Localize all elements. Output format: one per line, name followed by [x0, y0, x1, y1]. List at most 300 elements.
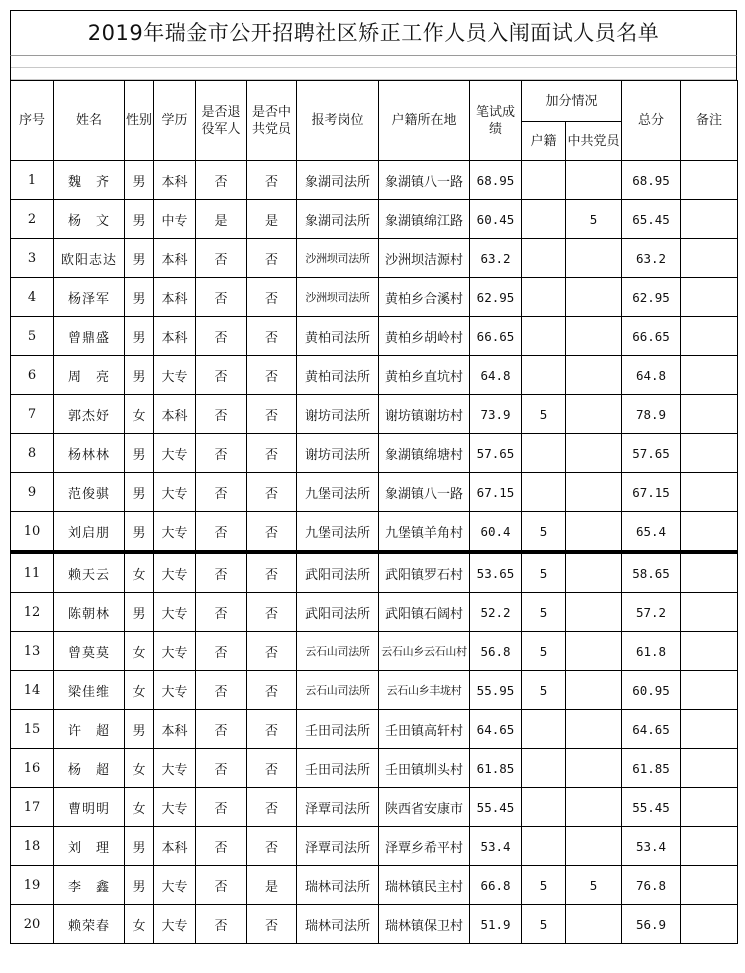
cell-total: 67.15: [622, 473, 681, 512]
cell-gender: 男: [125, 200, 154, 239]
cell-gender: 男: [125, 512, 154, 552]
cell-hukou: 壬田镇圳头村: [379, 749, 470, 788]
cell-veteran: 否: [196, 239, 247, 278]
cell-post: 武阳司法所: [297, 593, 379, 632]
cell-remark: [681, 749, 738, 788]
cell-total: 64.8: [622, 356, 681, 395]
cell-hukou: 云石山乡云石山村: [379, 632, 470, 671]
header-hukou: 户籍所在地: [379, 81, 470, 161]
cell-name: 杨 文: [54, 200, 125, 239]
cell-party-member: 否: [247, 827, 297, 866]
cell-post: 武阳司法所: [297, 554, 379, 593]
table-row: [11, 866, 738, 905]
cell-veteran: 是: [196, 200, 247, 239]
cell-post: 谢坊司法所: [297, 395, 379, 434]
cell-remark: [681, 827, 738, 866]
cell-party-member: 是: [247, 866, 297, 905]
cell-name: 周 亮: [54, 356, 125, 395]
cell-party-member: 否: [247, 554, 297, 593]
table-row: [11, 161, 738, 200]
header-veteran: 是否退役军人: [196, 81, 247, 161]
header-bonus: 加分情况: [522, 81, 622, 122]
cell-no: 19: [11, 866, 54, 905]
cell-exam-score: 64.65: [470, 710, 522, 749]
cell-exam-score: 66.8: [470, 866, 522, 905]
cell-gender: 女: [125, 905, 154, 944]
cell-veteran: 否: [196, 710, 247, 749]
cell-hukou: 谢坊镇谢坊村: [379, 395, 470, 434]
cell-education: 大专: [154, 512, 196, 552]
cell-veteran: 否: [196, 356, 247, 395]
cell-hukou: 象湖镇八一路: [379, 473, 470, 512]
cell-party-member: 否: [247, 905, 297, 944]
cell-party-member: 否: [247, 317, 297, 356]
cell-no: 8: [11, 434, 54, 473]
cell-education: 本科: [154, 278, 196, 317]
cell-education: 大专: [154, 434, 196, 473]
cell-hukou: 泽覃乡希平村: [379, 827, 470, 866]
cell-party-member: 否: [247, 395, 297, 434]
cell-remark: [681, 554, 738, 593]
table-row: [11, 278, 738, 317]
cell-remark: [681, 788, 738, 827]
cell-total: 63.2: [622, 239, 681, 278]
cell-gender: 男: [125, 161, 154, 200]
cell-veteran: 否: [196, 827, 247, 866]
cell-total: 53.4: [622, 827, 681, 866]
cell-veteran: 否: [196, 749, 247, 788]
cell-exam-score: 55.45: [470, 788, 522, 827]
cell-veteran: 否: [196, 593, 247, 632]
cell-gender: 男: [125, 239, 154, 278]
cell-name: 刘 理: [54, 827, 125, 866]
cell-bonus-hukou: [522, 827, 566, 866]
cell-education: 大专: [154, 593, 196, 632]
cell-bonus-party: [566, 905, 622, 944]
cell-total: 76.8: [622, 866, 681, 905]
cell-name: 赖天云: [54, 554, 125, 593]
cell-total: 61.8: [622, 632, 681, 671]
cell-name: 李 鑫: [54, 866, 125, 905]
table-row: [11, 671, 738, 710]
cell-party-member: 否: [247, 473, 297, 512]
cell-remark: [681, 239, 738, 278]
cell-post: 泽覃司法所: [297, 827, 379, 866]
cell-name: 赖荣春: [54, 905, 125, 944]
cell-remark: [681, 866, 738, 905]
cell-gender: 男: [125, 434, 154, 473]
cell-remark: [681, 434, 738, 473]
cell-party-member: 否: [247, 710, 297, 749]
cell-veteran: 否: [196, 632, 247, 671]
cell-bonus-hukou: [522, 788, 566, 827]
cell-no: 18: [11, 827, 54, 866]
cell-exam-score: 66.65: [470, 317, 522, 356]
cell-no: 15: [11, 710, 54, 749]
cell-education: 本科: [154, 161, 196, 200]
cell-hukou: 象湖镇绵江路: [379, 200, 470, 239]
cell-exam-score: 63.2: [470, 239, 522, 278]
cell-no: 11: [11, 554, 54, 593]
cell-bonus-hukou: [522, 473, 566, 512]
cell-total: 65.4: [622, 512, 681, 552]
cell-education: 大专: [154, 554, 196, 593]
cell-education: 大专: [154, 671, 196, 710]
cell-post: 沙洲坝司法所: [297, 278, 379, 317]
cell-bonus-hukou: [522, 749, 566, 788]
cell-veteran: 否: [196, 671, 247, 710]
cell-no: 9: [11, 473, 54, 512]
cell-party-member: 否: [247, 788, 297, 827]
cell-post: 象湖司法所: [297, 161, 379, 200]
cell-party-member: 否: [247, 671, 297, 710]
cell-no: 12: [11, 593, 54, 632]
table-row: [11, 554, 738, 593]
cell-bonus-hukou: 5: [522, 554, 566, 593]
cell-no: 16: [11, 749, 54, 788]
cell-bonus-party: [566, 788, 622, 827]
cell-bonus-party: [566, 593, 622, 632]
cell-exam-score: 51.9: [470, 905, 522, 944]
cell-total: 61.85: [622, 749, 681, 788]
table-row: [11, 593, 738, 632]
empty-row: [10, 68, 737, 80]
empty-row: [10, 55, 737, 68]
cell-post: 壬田司法所: [297, 749, 379, 788]
cell-hukou: 象湖镇八一路: [379, 161, 470, 200]
cell-education: 本科: [154, 710, 196, 749]
table-row: [11, 710, 738, 749]
cell-bonus-hukou: 5: [522, 866, 566, 905]
cell-bonus-hukou: [522, 161, 566, 200]
cell-bonus-hukou: 5: [522, 671, 566, 710]
cell-veteran: 否: [196, 317, 247, 356]
spreadsheet: [10, 10, 737, 944]
table-row: [11, 632, 738, 671]
cell-gender: 女: [125, 395, 154, 434]
cell-hukou: 沙洲坝洁源村: [379, 239, 470, 278]
cell-remark: [681, 905, 738, 944]
header-gender: 性别: [125, 81, 154, 161]
cell-no: 4: [11, 278, 54, 317]
cell-gender: 女: [125, 788, 154, 827]
cell-name: 曾鼎盛: [54, 317, 125, 356]
cell-exam-score: 53.65: [470, 554, 522, 593]
cell-post: 瑞林司法所: [297, 905, 379, 944]
cell-education: 本科: [154, 395, 196, 434]
cell-hukou: 陕西省安康市: [379, 788, 470, 827]
cell-bonus-hukou: [522, 278, 566, 317]
cell-remark: [681, 317, 738, 356]
candidate-table: [10, 80, 738, 944]
cell-education: 本科: [154, 239, 196, 278]
table-row: [11, 200, 738, 239]
cell-gender: 女: [125, 632, 154, 671]
cell-bonus-party: [566, 473, 622, 512]
cell-exam-score: 57.65: [470, 434, 522, 473]
header-education: 学历: [154, 81, 196, 161]
cell-name: 欧阳志达: [54, 239, 125, 278]
cell-bonus-party: [566, 749, 622, 788]
header-remark: 备注: [681, 81, 738, 161]
cell-name: 杨林林: [54, 434, 125, 473]
cell-party-member: 否: [247, 632, 297, 671]
cell-gender: 男: [125, 278, 154, 317]
cell-party-member: 否: [247, 161, 297, 200]
cell-education: 本科: [154, 827, 196, 866]
cell-hukou: 壬田镇高轩村: [379, 710, 470, 749]
cell-post: 瑞林司法所: [297, 866, 379, 905]
cell-remark: [681, 710, 738, 749]
cell-total: 65.45: [622, 200, 681, 239]
cell-hukou: 武阳镇罗石村: [379, 554, 470, 593]
table-row: [11, 317, 738, 356]
cell-education: 大专: [154, 356, 196, 395]
cell-total: 60.95: [622, 671, 681, 710]
cell-bonus-party: [566, 671, 622, 710]
cell-veteran: 否: [196, 161, 247, 200]
cell-party-member: 否: [247, 593, 297, 632]
cell-bonus-party: [566, 239, 622, 278]
cell-veteran: 否: [196, 473, 247, 512]
cell-education: 大专: [154, 749, 196, 788]
cell-bonus-hukou: [522, 434, 566, 473]
cell-remark: [681, 395, 738, 434]
cell-gender: 男: [125, 827, 154, 866]
cell-exam-score: 61.85: [470, 749, 522, 788]
cell-exam-score: 68.95: [470, 161, 522, 200]
cell-total: 66.65: [622, 317, 681, 356]
cell-no: 2: [11, 200, 54, 239]
cell-post: 云石山司法所: [297, 632, 379, 671]
cell-post: 黄柏司法所: [297, 317, 379, 356]
cell-hukou: 黄柏乡直坑村: [379, 356, 470, 395]
header-bonus-hukou: 户籍: [522, 122, 566, 161]
cell-post: 壬田司法所: [297, 710, 379, 749]
cell-name: 曹明明: [54, 788, 125, 827]
cell-education: 大专: [154, 788, 196, 827]
cell-education: 大专: [154, 632, 196, 671]
cell-total: 57.2: [622, 593, 681, 632]
cell-exam-score: 60.45: [470, 200, 522, 239]
cell-remark: [681, 200, 738, 239]
header-exam-score: 笔试成绩: [470, 81, 522, 161]
header-no: 序号: [11, 81, 54, 161]
cell-post: 九堡司法所: [297, 473, 379, 512]
cell-bonus-hukou: [522, 200, 566, 239]
cell-gender: 男: [125, 356, 154, 395]
cell-bonus-hukou: 5: [522, 632, 566, 671]
cell-exam-score: 55.95: [470, 671, 522, 710]
cell-party-member: 否: [247, 278, 297, 317]
cell-education: 中专: [154, 200, 196, 239]
cell-bonus-hukou: 5: [522, 395, 566, 434]
table-row: [11, 356, 738, 395]
cell-gender: 男: [125, 710, 154, 749]
cell-exam-score: 62.95: [470, 278, 522, 317]
cell-no: 3: [11, 239, 54, 278]
cell-hukou: 瑞林镇保卫村: [379, 905, 470, 944]
cell-hukou: 瑞林镇民主村: [379, 866, 470, 905]
cell-bonus-party: [566, 395, 622, 434]
cell-gender: 女: [125, 554, 154, 593]
cell-remark: [681, 632, 738, 671]
cell-name: 魏 齐: [54, 161, 125, 200]
table-row: [11, 473, 738, 512]
cell-education: 大专: [154, 866, 196, 905]
cell-bonus-party: [566, 632, 622, 671]
cell-post: 泽覃司法所: [297, 788, 379, 827]
cell-exam-score: 56.8: [470, 632, 522, 671]
cell-total: 58.65: [622, 554, 681, 593]
cell-hukou: 武阳镇石阔村: [379, 593, 470, 632]
cell-bonus-hukou: 5: [522, 512, 566, 552]
cell-veteran: 否: [196, 866, 247, 905]
cell-veteran: 否: [196, 905, 247, 944]
cell-no: 5: [11, 317, 54, 356]
cell-bonus-party: 5: [566, 866, 622, 905]
cell-post: 云石山司法所: [297, 671, 379, 710]
cell-total: 56.9: [622, 905, 681, 944]
cell-gender: 男: [125, 473, 154, 512]
cell-gender: 男: [125, 593, 154, 632]
cell-veteran: 否: [196, 434, 247, 473]
cell-total: 78.9: [622, 395, 681, 434]
cell-remark: [681, 593, 738, 632]
cell-bonus-party: [566, 434, 622, 473]
cell-no: 10: [11, 512, 54, 552]
cell-veteran: 否: [196, 395, 247, 434]
cell-exam-score: 53.4: [470, 827, 522, 866]
cell-total: 55.45: [622, 788, 681, 827]
table-row: [11, 827, 738, 866]
cell-remark: [681, 161, 738, 200]
cell-exam-score: 64.8: [470, 356, 522, 395]
table-row: [11, 905, 738, 944]
cell-hukou: 象湖镇绵塘村: [379, 434, 470, 473]
cell-party-member: 否: [247, 512, 297, 552]
cell-bonus-hukou: [522, 317, 566, 356]
cell-exam-score: 52.2: [470, 593, 522, 632]
header-total: 总分: [622, 81, 681, 161]
cell-hukou: 九堡镇羊角村: [379, 512, 470, 552]
cell-post: 沙洲坝司法所: [297, 239, 379, 278]
cell-party-member: 否: [247, 434, 297, 473]
cell-bonus-hukou: [522, 710, 566, 749]
cell-total: 62.95: [622, 278, 681, 317]
cell-bonus-hukou: [522, 356, 566, 395]
cell-no: 14: [11, 671, 54, 710]
cell-no: 17: [11, 788, 54, 827]
cell-total: 64.65: [622, 710, 681, 749]
cell-exam-score: 67.15: [470, 473, 522, 512]
cell-party-member: 否: [247, 356, 297, 395]
table-body: [11, 161, 738, 944]
cell-bonus-party: [566, 710, 622, 749]
cell-bonus-party: [566, 512, 622, 552]
cell-hukou: 黄柏乡胡岭村: [379, 317, 470, 356]
header-bonus-party: 中共党员: [566, 122, 622, 161]
cell-education: 大专: [154, 473, 196, 512]
cell-post: 九堡司法所: [297, 512, 379, 552]
cell-name: 梁佳维: [54, 671, 125, 710]
cell-no: 20: [11, 905, 54, 944]
table-row: [11, 434, 738, 473]
cell-remark: [681, 473, 738, 512]
cell-name: 陈朝林: [54, 593, 125, 632]
cell-bonus-party: [566, 278, 622, 317]
cell-name: 刘启朋: [54, 512, 125, 552]
cell-remark: [681, 512, 738, 552]
table-row: [11, 788, 738, 827]
document-title: 2019年瑞金市公开招聘社区矫正工作人员入闱面试人员名单: [10, 10, 737, 55]
cell-party-member: 是: [247, 200, 297, 239]
cell-bonus-party: [566, 356, 622, 395]
table-row: [11, 239, 738, 278]
cell-exam-score: 60.4: [470, 512, 522, 552]
cell-party-member: 否: [247, 749, 297, 788]
cell-name: 郭杰妤: [54, 395, 125, 434]
cell-gender: 男: [125, 866, 154, 905]
cell-education: 本科: [154, 317, 196, 356]
cell-bonus-party: [566, 317, 622, 356]
table-row: [11, 395, 738, 434]
cell-gender: 女: [125, 671, 154, 710]
header-party-member: 是否中共党员: [247, 81, 297, 161]
cell-veteran: 否: [196, 278, 247, 317]
cell-exam-score: 73.9: [470, 395, 522, 434]
cell-veteran: 否: [196, 554, 247, 593]
cell-bonus-party: [566, 827, 622, 866]
cell-total: 57.65: [622, 434, 681, 473]
cell-education: 大专: [154, 905, 196, 944]
cell-name: 范俊骐: [54, 473, 125, 512]
cell-bonus-party: [566, 554, 622, 593]
cell-bonus-hukou: [522, 239, 566, 278]
cell-post: 谢坊司法所: [297, 434, 379, 473]
header-name: 姓名: [54, 81, 125, 161]
cell-bonus-party: 5: [566, 200, 622, 239]
cell-party-member: 否: [247, 239, 297, 278]
cell-gender: 女: [125, 749, 154, 788]
cell-no: 6: [11, 356, 54, 395]
cell-hukou: 云石山乡丰垅村: [379, 671, 470, 710]
cell-remark: [681, 278, 738, 317]
header-post: 报考岗位: [297, 81, 379, 161]
cell-hukou: 黄柏乡合溪村: [379, 278, 470, 317]
cell-no: 7: [11, 395, 54, 434]
cell-remark: [681, 356, 738, 395]
cell-name: 许 超: [54, 710, 125, 749]
cell-name: 杨泽军: [54, 278, 125, 317]
cell-post: 黄柏司法所: [297, 356, 379, 395]
table-row: [11, 512, 738, 552]
table-row: [11, 749, 738, 788]
cell-bonus-party: [566, 161, 622, 200]
cell-bonus-hukou: 5: [522, 905, 566, 944]
cell-total: 68.95: [622, 161, 681, 200]
cell-no: 13: [11, 632, 54, 671]
cell-name: 杨 超: [54, 749, 125, 788]
cell-veteran: 否: [196, 512, 247, 552]
cell-bonus-hukou: 5: [522, 593, 566, 632]
cell-gender: 男: [125, 317, 154, 356]
cell-post: 象湖司法所: [297, 200, 379, 239]
cell-name: 曾莫莫: [54, 632, 125, 671]
cell-veteran: 否: [196, 788, 247, 827]
cell-remark: [681, 671, 738, 710]
cell-no: 1: [11, 161, 54, 200]
